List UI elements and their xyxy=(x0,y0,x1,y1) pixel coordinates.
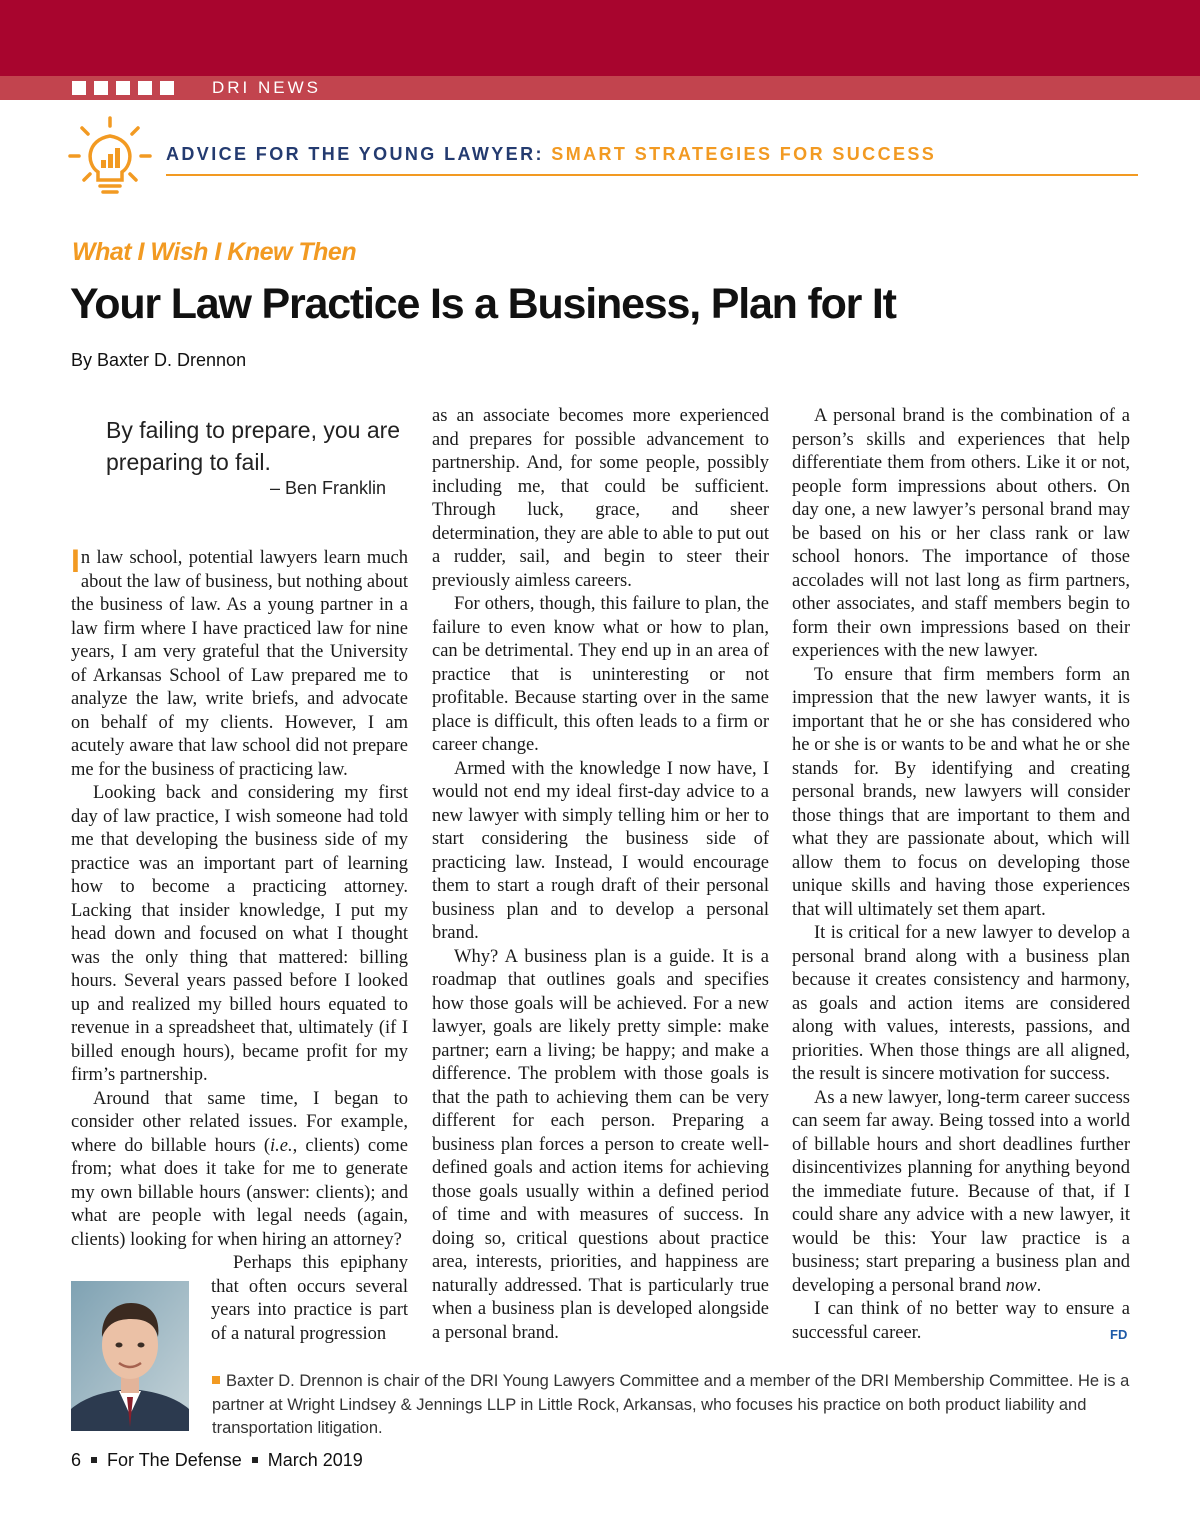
article-byline: By Baxter D. Drennon xyxy=(71,350,247,370)
article-column-2 xyxy=(432,405,769,1345)
drop-cap: I xyxy=(71,543,80,579)
paragraph: A personal brand is the combination of a person’s skills and experiences that help differentiate them from others. Like it or not, people form impressions about others. On day one, a new lawyer’s personal brand may be based on his or her class rank or law school honors. The importance of those accolades will not last long as firm partners, other associates, and staff members begin to form their own impressions based on their experiences with the new lawyer. xyxy=(792,406,1130,661)
paragraph xyxy=(71,1088,408,1253)
paragraph-text: As a new lawyer, long-term career success can seem far away. Being tossed into a world of billable hours and short deadlines further disincentivizes planning for anything beyond the immediate future. Because of that, if I could share any advice with a new lawyer, it would be this: Your law practice is a business; start preparing a business plan and developing a personal brand xyxy=(792,1087,1130,1296)
emphasis-now: now xyxy=(1005,1275,1037,1296)
footer-separator xyxy=(91,1457,97,1463)
paragraph xyxy=(792,1087,1130,1299)
emphasis-ie: i.e. xyxy=(269,1135,293,1156)
paragraph-text: Around that same time, I began to consider other related issues. For example, where do billable hours ( xyxy=(71,1088,408,1156)
paragraph: Why? A business plan is a guide. It is a roadmap that outlines goals and specifies how those goals will be achieved. For a new lawyer, goals are likely pretty simple: make partner; earn a living; be happy; and make a difference. The problem with those goals is that the path to achieving them can be very different for each person. Preparing a business plan forces a person to create well-defined goals and action items for achieving those goals usually within a defined period of time and with measures of success. In doing so, critical questions about practice area, interests, priorities, and happiness are naturally addressed. That is particularly true when a business plan is developed alongside a personal brand. xyxy=(432,946,769,1343)
column-header xyxy=(166,144,1138,176)
pull-quote: By failing to prepare, you are preparing to fail. xyxy=(106,417,401,475)
paragraph: as an associate becomes more experienced and prepares for possible advancement to partnership. And, for some people, possibly including me, that could be sufficient. Through luck, grace, and sheer determination, they are able to able to put out a rudder, sail, and begin to steer their previously aimless careers. xyxy=(432,406,769,591)
issue-date: March 2019 xyxy=(267,1450,363,1470)
publication-name: For The Defense xyxy=(107,1450,242,1470)
paragraph: For others, though, this failure to plan, the failure to even know what or how to plan, can be detrimental. They end up in an area of practice that is uninteresting or not profitable. Because starting over in the same place is difficult, this often leads to a firm or career change. xyxy=(432,594,769,755)
paragraph: Perhaps this epiphany that often occurs several years into practice is part of a natural progression xyxy=(211,1253,408,1344)
end-mark-logo: FD xyxy=(1110,1327,1128,1342)
page-number: 6 xyxy=(71,1450,82,1470)
author-bio-text: Baxter D. Drennon is chair of the DRI Young Lawyers Committee and a member of the DRI Membership Committee. He is a partner at Wright Lindsey & Jennings LLP in Little Rock, Arkansas, who focuses his practice on both product liability and transportation litigation. xyxy=(212,1372,1130,1437)
section-squares xyxy=(72,81,174,95)
header-band xyxy=(0,0,1200,76)
author-photo xyxy=(71,1281,189,1431)
article-kicker: What I Wish I Knew Then xyxy=(72,238,357,266)
bio-bullet-icon xyxy=(212,1376,220,1384)
paragraph-text: n law school, potential lawyers learn much about the law of business, but nothing about the business of law. As a young partner in a law firm where I have practiced law for nine years, I am very grateful that the University of Arkansas School of Law prepared me to analyze the law, write briefs, and advocate on behalf of my clients. However, I am acutely aware that law school did not prepare me for the business of practicing law. xyxy=(71,548,408,780)
lightbulb-icon xyxy=(68,116,152,196)
paragraph: I can think of no better way to ensure a successful career. xyxy=(792,1299,1130,1343)
paragraph: Armed with the knowledge I now have, I would not end my ideal first-day advice to a new lawyer with simply telling him or her to start considering the business side of practicing law. Instead, I would encourage them to start a rough draft of their personal business plan and to develop a personal brand. xyxy=(432,758,769,943)
article-column-1 xyxy=(71,543,408,1346)
pull-quote-attribution: – Ben Franklin xyxy=(269,478,386,498)
section-label: DRI NEWS xyxy=(212,78,321,97)
footer-separator xyxy=(252,1457,258,1463)
page-footer xyxy=(71,1450,363,1471)
column-header-lead: ADVICE FOR THE YOUNG LAWYER: xyxy=(166,144,544,164)
paragraph: It is critical for a new lawyer to develop a personal brand along with a business plan because it creates consistency and harmony, as goals and action items are considered along with values, interests, passions, and priorities. When those things are all aligned, the result is sincere motivation for success. xyxy=(792,923,1130,1084)
paragraph-text: , clients) come from; what does it take for me to generate my own billable hours (answer: clients); and what are people with legal needs (again, clients) looking for when hiring an attorney? xyxy=(71,1135,408,1250)
paragraph: Looking back and considering my first day of law practice, I wish someone had told me that developing the business side of my practice was an important part of learning how to become a practicing attorney. Lacking that insider knowledge, I put my head down and focused on what I thought was the only thing that mattered: billing hours. Several years passed before I looked up and realized my billed hours equated to revenue in a spreadsheet that, ultimately (if I billed enough hours), became profit for my firm’s partnership. xyxy=(71,783,408,1085)
article-column-3 xyxy=(792,405,1130,1345)
author-bio xyxy=(212,1370,1132,1441)
section-strip xyxy=(0,76,1200,100)
article-title: Your Law Practice Is a Business, Plan for It xyxy=(70,280,896,328)
paragraph xyxy=(71,543,408,782)
paragraph: To ensure that firm members form an impression that the new lawyer wants, it is important that he or she has considered who he or she is or wants to be and what he or she stands for. By identifying and creating personal brands, new lawyers will consider those things that are important to them and what they are passionate about, which will allow them to focus on developing those unique skills and having those experiences that will ultimately set them apart. xyxy=(792,664,1130,920)
paragraph-text: . xyxy=(1036,1275,1042,1296)
column-header-highlight: SMART STRATEGIES FOR SUCCESS xyxy=(551,144,937,164)
